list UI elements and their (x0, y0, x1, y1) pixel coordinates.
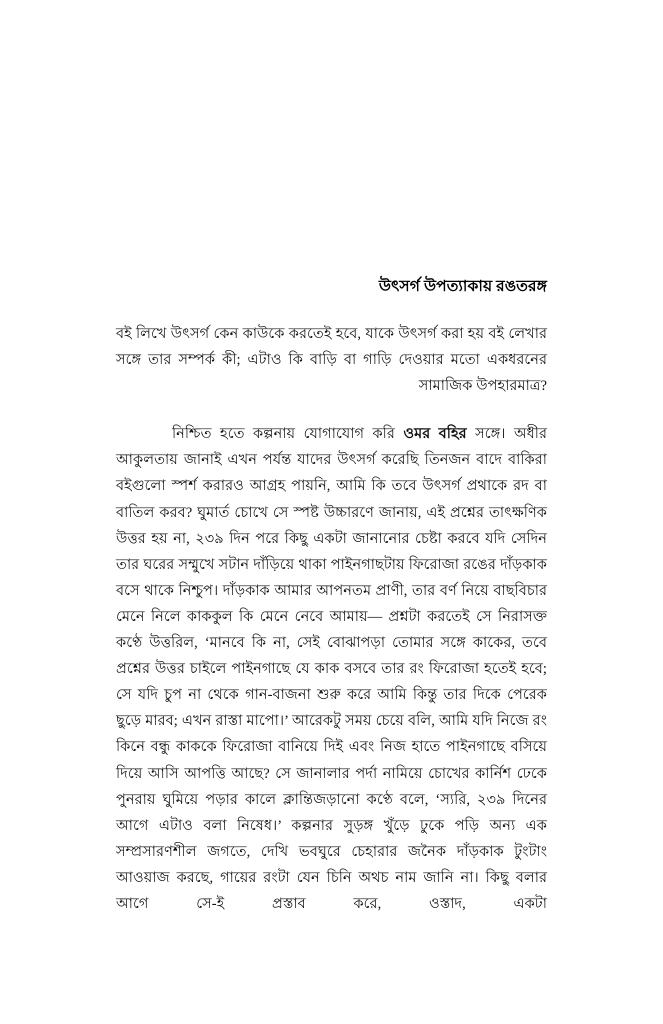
page-text-block (116, 276, 547, 917)
text-run-0: নিশ্চিত হতে কল্পনায় যোগাযোগ করি (172, 426, 404, 443)
text-run-0: বই লিখে উৎসর্গ কেন কাউকে করতেই হবে, যাকে উৎসর্গ করা হয় বই লেখার সঙ্গে তার সম্পর্ক কী; এটাও কি বাড়ি বা গাড়ি দেওয়ার মতো একধরনের সামাজিক উপহারমাত্র? (116, 326, 547, 395)
body-paragraph-2 (116, 421, 547, 917)
chapter-title: উৎসর্গ উপত্যাকায় রঙতরঙ্গ (378, 278, 547, 295)
text-run-2: সঙ্গে। অধীর আকুলতায় জানাই এখন পর্যন্ত যাদের উৎসর্গ করেছি তিনজন বাদে বাকিরা বইগুলো স্পর্শ করারও আগ্রহ পায়নি, আমি কি তবে উৎসর্গ প্রথাকে রদ বা বাতিল করব? ঘুমার্ত চোখে সে স্পষ্ট উচ্চারণে জানায়, এই প্রশ্নের তাৎক্ষণিক উত্তর হয় না, ২৩৯ দিন পরে কিছু একটা জানানোর চেষ্টা করবে যদি সেদিন তার ঘরের সম্মুখে সটান দাঁড়িয়ে থাকা পাইনগাছটায় ফিরোজা রঙের দাঁড়কাক বসে থাকে নিশ্চুপ। দাঁড়কাক আমার আপনতম প্রাণী, তার বর্ণ নিয়ে বাছবিচার মেনে নিলে কাককুল কি মেনে নেবে আমায়— প্রশ্নটা করতেই সে নিরাসক্ত কণ্ঠে উত্তরিল, ‘মানবে কি না, সেই বোঝাপড়া তোমার সঙ্গে কাকের, তবে প্রশ্নের উত্তর চাইলে পাইনগাছে যে কাক বসবে তার রং ফিরোজা হতেই হবে; সে যদি চুপ না থেকে গান-বাজনা শুরু করে আমি কিন্তু তার দিকে পেরেক ছুড়ে মারব; এখন রাস্তা মাপো।’ আরেকটু সময় চেয়ে বলি, আমি যদি নিজে রং কিনে বন্ধু কাককে ফিরোজা বানিয়ে দিই এবং নিজ হাতে পাইনগাছে বসিয়ে দিয়ে আসি আপত্তি আছে? সে জানালার পর্দা নামিয়ে চোখের কার্নিশ ঢেকে পুনরায় ঘুমিয়ে পড়ার কালে ক্লান্তিজড়ানো কণ্ঠে বলে, ‘স্যরি, ২৩৯ দিনের আগে এটাও বলা নিষেধ।’ কল্পনার সুড়ঙ্গ খুঁড়ে ঢুকে পড়ি অন্য এক সম্প্রসারণশীল জগতে, দেখি ভবঘুরে চেহারার জনৈক দাঁড়কাক টুংটাং আওয়াজ করছে, গায়ের রংটা যেন চিনি অথচ নাম জানি না। কিছু বলার আগে সে-ই প্রস্তাব করে, ওস্তাদ, একটা (116, 426, 547, 912)
emphasised-name: ওমর বহির (403, 426, 467, 443)
body-paragraph-1 (116, 321, 547, 399)
